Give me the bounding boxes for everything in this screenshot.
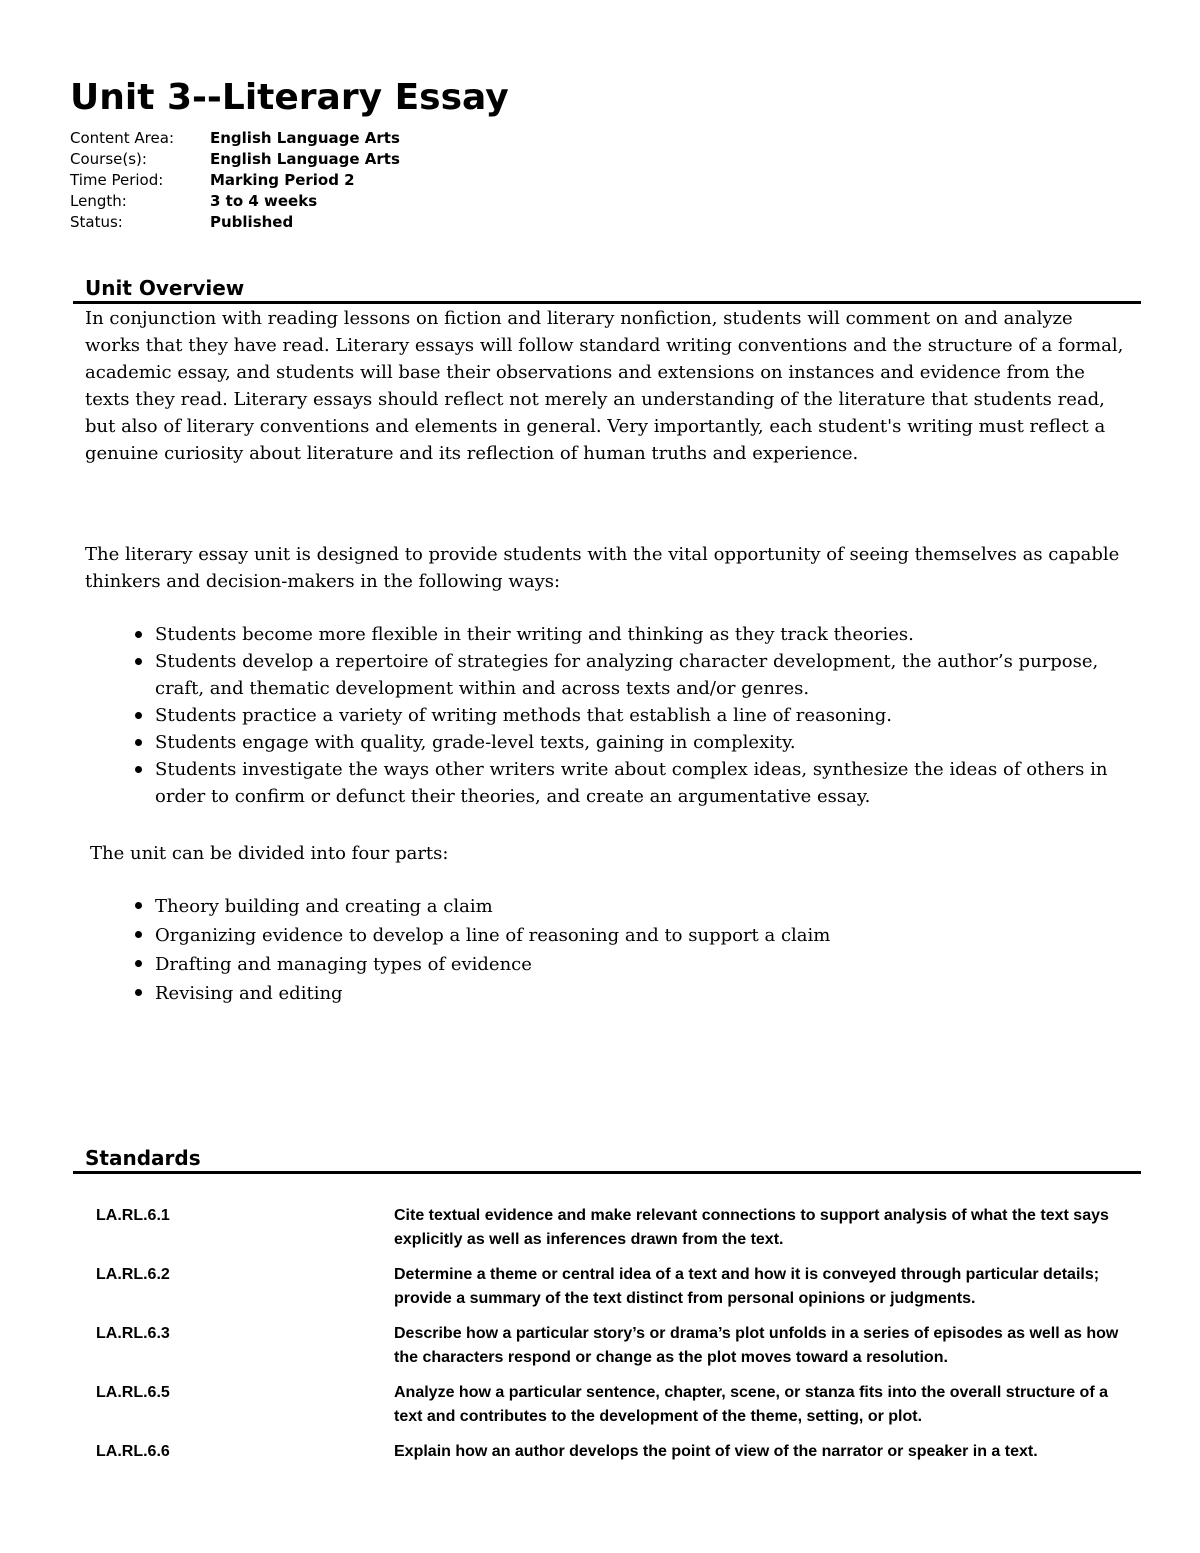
meta-row-status: [70, 212, 400, 233]
standard-description: Determine a theme or central idea of a text and how it is conveyed through particular details; provide a summary of the text distinct from personal opinions or judgments.: [394, 1266, 1100, 1307]
meta-value: English Language Arts: [210, 129, 400, 147]
list-item: Students engage with quality, grade-level texts, gaining in complexity.: [85, 729, 1130, 756]
list-item: Students develop a repertoire of strategies for analyzing character development, the author’s purpose, craft, and thematic development within and across texts and/or genres.: [85, 648, 1130, 702]
list-item: Drafting and managing types of evidence: [85, 950, 1130, 979]
ways-list: [85, 621, 1130, 810]
table-row: [96, 1440, 1136, 1464]
standard-description: Describe how a particular story’s or drama’s plot unfolds in a series of episodes as well as how the characters respond or change as the plot moves toward a resolution.: [394, 1325, 1119, 1366]
table-row: [96, 1322, 1136, 1370]
meta-row-content-area: [70, 128, 400, 149]
list-item: Organizing evidence to develop a line of reasoning and to support a claim: [85, 921, 1130, 950]
unit-metadata: [70, 128, 400, 233]
list-item: Students investigate the ways other writers write about complex ideas, synthesize the ideas of others in order to confirm or defunct their theories, and create an argumentative essay.: [85, 756, 1130, 810]
meta-row-length: [70, 191, 400, 212]
standard-description: Explain how an author develops the point of view of the narrator or speaker in a text.: [394, 1443, 1038, 1460]
standard-code: LA.RL.6.6: [96, 1443, 170, 1460]
list-item: Students practice a variety of writing methods that establish a line of reasoning.: [85, 702, 1130, 729]
standards-heading: [73, 1145, 1141, 1174]
table-row: [96, 1381, 1136, 1429]
list-item: Students become more flexible in their writing and thinking as they track theories.: [85, 621, 1130, 648]
overview-paragraph: In conjunction with reading lessons on fiction and literary nonfiction, students will comment on and analyze works that they have read. Literary essays will follow standard writing conventions and the structure of a formal, academic essay, and students will base their observations and extensions on instances and evidence from the texts they read. Literary essays should reflect not merely an understanding of the literature that students read, but also of literary conventions and elements in general. Very importantly, each student's writing must reflect a genuine curiosity about literature and its reflection of human truths and experience.: [85, 308, 1124, 464]
standard-code: LA.RL.6.1: [96, 1207, 170, 1224]
unit-parts-list: [85, 892, 1130, 1008]
section-heading-text: Standards: [85, 1146, 201, 1170]
standard-code: LA.RL.6.2: [96, 1266, 170, 1283]
standard-description: Cite textual evidence and make relevant connections to support analysis of what the text says explicitly as well as inferences drawn from the text.: [394, 1207, 1109, 1248]
meta-value: 3 to 4 weeks: [210, 192, 318, 210]
standard-code: LA.RL.6.3: [96, 1325, 170, 1342]
section-heading-text: Unit Overview: [85, 276, 245, 300]
meta-row-courses: [70, 149, 400, 170]
overview-paragraph: The unit can be divided into four parts:: [90, 843, 449, 864]
meta-value: English Language Arts: [210, 150, 400, 168]
table-row: [96, 1263, 1136, 1311]
meta-label: Time Period:: [70, 171, 164, 189]
list-item: Revising and editing: [85, 979, 1130, 1008]
page-title: Unit 3--Literary Essay: [70, 77, 509, 118]
list-item: Theory building and creating a claim: [85, 892, 1130, 921]
meta-value: Published: [210, 213, 294, 231]
meta-label: Status:: [70, 213, 123, 231]
meta-label: Course(s):: [70, 150, 147, 168]
standards-table: [96, 1204, 1136, 1475]
meta-row-time-period: [70, 170, 400, 191]
overview-paragraph: The literary essay unit is designed to provide students with the vital opportunity of seeing themselves as capable thinkers and decision-makers in the following ways:: [85, 544, 1120, 592]
meta-label: Content Area:: [70, 129, 174, 147]
unit-overview-heading: [73, 275, 1141, 304]
table-row: [96, 1204, 1136, 1252]
meta-value: Marking Period 2: [210, 171, 355, 189]
standard-code: LA.RL.6.5: [96, 1384, 170, 1401]
standard-description: Analyze how a particular sentence, chapter, scene, or stanza fits into the overall structure of a text and contributes to the development of the theme, setting, or plot.: [394, 1384, 1108, 1425]
meta-label: Length:: [70, 192, 127, 210]
